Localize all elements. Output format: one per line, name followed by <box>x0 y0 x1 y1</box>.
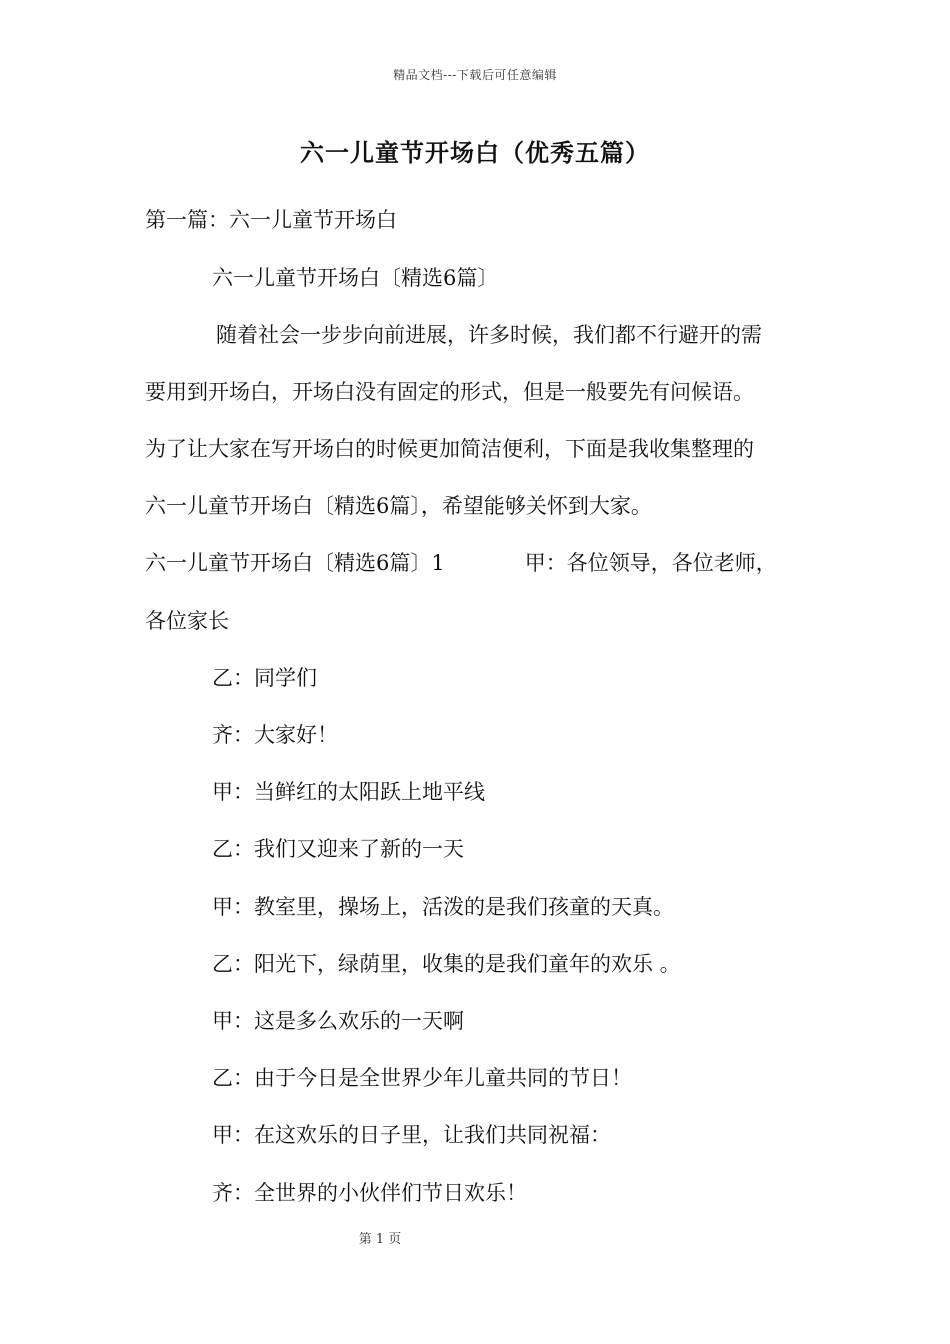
entry-heading-continuation: 各位家长 <box>145 609 229 633</box>
intro-line: 要用到开场白，开场白没有固定的形式，但是一般要先有问候语。 <box>145 380 754 404</box>
intro-line: 六一儿童节开场白〔精选6篇〕，希望能够关怀到大家。 <box>145 494 652 518</box>
page-number: 第 1 页 <box>358 1232 402 1247</box>
entry-heading-dialogue: 甲：各位领导，各位老师， <box>524 551 777 575</box>
dialogue-line: 乙：阳光下，绿荫里，收集的是我们童年的欢乐 。 <box>212 952 681 976</box>
page-header: 精品文档---下载后可任意编辑 <box>393 68 557 82</box>
section-heading: 第一篇：六一儿童节开场白 <box>145 208 397 232</box>
dialogue-line: 齐：大家好！ <box>212 723 338 747</box>
entry-heading-title: 六一儿童节开场白〔精选6篇〕1 <box>145 551 445 575</box>
dialogue-line: 乙：同学们 <box>212 666 317 690</box>
entry-heading <box>145 548 777 578</box>
dialogue-line: 甲：教室里，操场上，活泼的是我们孩童的天真。 <box>212 895 674 919</box>
intro-line: 为了让大家在写开场白的时候更加简洁便利，下面是我收集整理的 <box>145 437 754 461</box>
subtitle: 六一儿童节开场白〔精选6篇〕 <box>212 266 499 290</box>
intro-line: 随着社会一步步向前进展，许多时候，我们都不行避开的需 <box>216 323 762 347</box>
dialogue-line: 齐：全世界的小伙伴们节日欢乐！ <box>212 1181 527 1205</box>
dialogue-line: 甲：这是多么欢乐的一天啊 <box>212 1009 464 1033</box>
dialogue-line: 甲：当鲜红的太阳跃上地平线 <box>212 780 485 804</box>
document-title: 六一儿童节开场白（优秀五篇） <box>300 138 650 167</box>
dialogue-line: 乙：由于今日是全世界少年儿童共同的节日！ <box>212 1066 632 1090</box>
dialogue-line: 甲：在这欢乐的日子里，让我们共同祝福： <box>212 1123 611 1147</box>
dialogue-line: 乙：我们又迎来了新的一天 <box>212 837 464 861</box>
